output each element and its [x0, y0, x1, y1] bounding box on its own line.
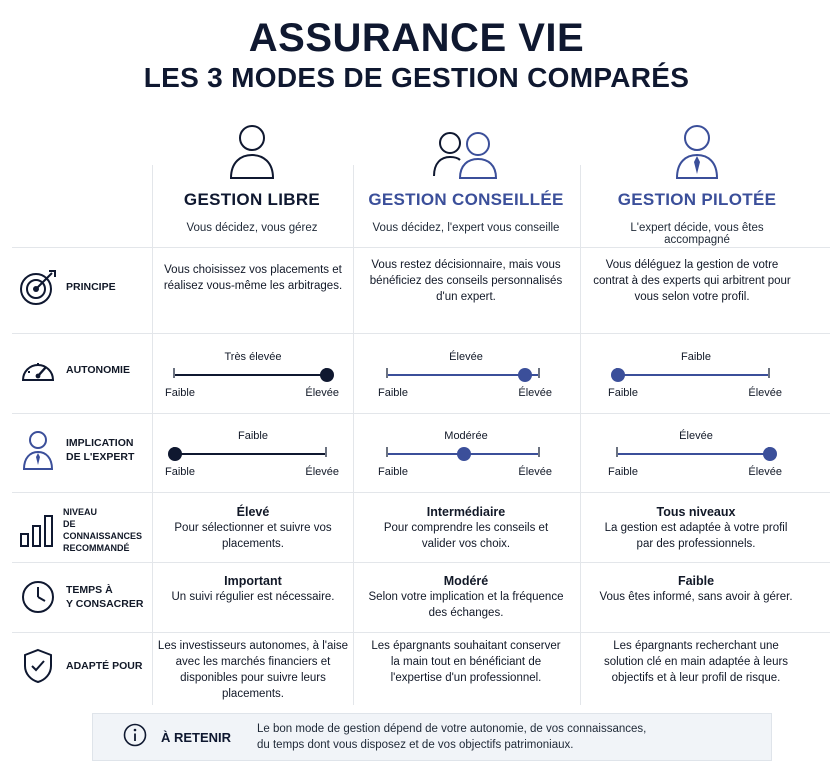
- row-label-text: [66, 436, 134, 464]
- label-line: RECOMMANDÉ: [63, 543, 130, 554]
- label-line: Y CONSACRER: [66, 598, 144, 610]
- column-title: GESTION LIBRE: [183, 190, 321, 209]
- scale-tick: [325, 447, 327, 457]
- scale-tick: [386, 368, 388, 378]
- cell-niveau-libre: [153, 504, 353, 553]
- cell-adapte-libre: Les investisseurs autonomes, à l'aise avec les marchés financiers et disponibles pour suivre leurs placements.: [157, 640, 349, 700]
- clock-icon: [18, 580, 58, 614]
- key-takeaway-box: [92, 713, 772, 761]
- column-header-libre: [152, 118, 352, 234]
- scale-high-label: Élevée: [518, 387, 552, 399]
- info-icon: [123, 723, 147, 752]
- divider: [12, 413, 830, 414]
- cell-principe-pilotee: Vous déléguez la gestion de votre contrat à des experts qui arbitrent pour vous selon votre profil.: [593, 259, 791, 303]
- scale-marker: [518, 368, 532, 382]
- label-line: TEMPS À: [66, 583, 113, 596]
- scale-autonomie-conseillee: [366, 351, 566, 411]
- cell-adapte-pilotee: Les épargnants recherchant une solution clé en main adaptée à leurs objectifs et à leur profil de risque.: [603, 640, 789, 684]
- scale-low-label: Faible: [608, 387, 638, 399]
- expert-icon: [18, 430, 58, 470]
- cell-text: Vous êtes informé, sans avoir à gérer.: [599, 591, 793, 604]
- scale-tick: [768, 368, 770, 378]
- scale-caption: Faible: [681, 351, 711, 363]
- scale-caption: Élevée: [449, 351, 483, 363]
- scale-track: [175, 453, 327, 455]
- row-label-text: PRINCIPE: [66, 280, 116, 293]
- cell-temps-conseillee: [366, 573, 566, 622]
- cell-text: La gestion est adaptée à votre profil par des professionnels.: [604, 522, 788, 551]
- divider: [12, 247, 830, 248]
- cell-text: Pour sélectionner et suivre vos placements.: [174, 522, 332, 551]
- scale-low-label: Faible: [165, 387, 195, 399]
- cell-text: Selon votre implication et la fréquence des échanges.: [368, 591, 564, 620]
- divider: [12, 562, 830, 563]
- scale-high-label: Élevée: [305, 466, 339, 478]
- scale-high-label: Élevée: [748, 466, 782, 478]
- scale-caption: Modérée: [444, 430, 488, 442]
- row-label-text: AUTONOMIE: [66, 363, 130, 376]
- scale-tick: [386, 447, 388, 457]
- scale-tick: [538, 447, 540, 457]
- scale-marker: [611, 368, 625, 382]
- cell-heading: Important: [224, 574, 282, 588]
- user-tie-icon: [597, 118, 797, 180]
- scale-track: [618, 374, 770, 376]
- scale-tick: [616, 447, 618, 457]
- scale-autonomie-libre: [153, 351, 353, 411]
- row-label-principe: [18, 268, 150, 306]
- row-label-autonomie: [18, 356, 150, 384]
- scale-caption: Faible: [238, 430, 268, 442]
- scale-marker: [168, 447, 182, 461]
- divider: [580, 165, 581, 705]
- scale-low-label: Faible: [165, 466, 195, 478]
- cell-heading: Faible: [677, 574, 715, 588]
- scale-low-label: Faible: [378, 466, 408, 478]
- cell-heading: Élevé: [236, 505, 270, 519]
- scale-high-label: Élevée: [518, 466, 552, 478]
- label-line: NIVEAU: [63, 507, 98, 517]
- column-title: GESTION CONSEILLÉE: [368, 190, 564, 209]
- row-label-temps: [18, 580, 150, 614]
- row-label-implication: [18, 430, 150, 470]
- divider: [12, 492, 830, 493]
- cell-niveau-pilotee: [596, 504, 796, 553]
- column-header-pilotee: [597, 118, 797, 246]
- divider: [12, 333, 830, 334]
- shield-check-icon: [18, 648, 58, 684]
- page-title: ASSURANCE VIE: [248, 16, 585, 60]
- scale-track: [618, 453, 770, 455]
- target-icon: [18, 268, 58, 306]
- scale-high-label: Élevée: [305, 387, 339, 399]
- scale-caption: Très élevée: [224, 351, 282, 363]
- scale-marker: [763, 447, 777, 461]
- scale-low-label: Faible: [608, 466, 638, 478]
- row-label-text: [66, 583, 143, 611]
- column-desc: Vous décidez, l'expert vous conseille: [372, 222, 560, 234]
- scale-tick: [538, 368, 540, 378]
- scale-implication-pilotee: [596, 430, 796, 490]
- text-line: Le bon mode de gestion dépend de votre autonomie, de vos connaissances,: [257, 722, 647, 735]
- user-icon: [152, 118, 352, 180]
- label-line: IMPLICATION: [66, 436, 134, 449]
- key-takeaway-title: À RETENIR: [161, 729, 232, 745]
- cell-temps-libre: [153, 573, 353, 606]
- cell-principe-conseillee: Vous restez décisionnaire, mais vous bénéficiez des conseils personnalisés d'un expert.: [369, 259, 563, 303]
- cell-heading: Tous niveaux: [656, 505, 736, 519]
- scale-caption: Élevée: [679, 430, 713, 442]
- scale-implication-conseillee: [366, 430, 566, 490]
- cell-heading: Modéré: [443, 574, 489, 588]
- cell-heading: Intermédiaire: [426, 505, 506, 519]
- label-line: DE CONNAISSANCES: [63, 519, 143, 542]
- scale-high-label: Élevée: [748, 387, 782, 399]
- scale-marker: [457, 447, 471, 461]
- scale-low-label: Faible: [378, 387, 408, 399]
- text-line: du temps dont vous disposez et de vos objectifs patrimoniaux.: [257, 739, 574, 751]
- gauge-icon: [18, 356, 58, 384]
- scale-autonomie-pilotee: [596, 351, 796, 411]
- scale-implication-libre: [153, 430, 353, 490]
- row-label-text: [63, 506, 150, 555]
- row-label-adapte: [18, 648, 150, 684]
- scale-tick: [173, 368, 175, 378]
- users-icon: [366, 118, 566, 180]
- cell-niveau-conseillee: [366, 504, 566, 553]
- cell-temps-pilotee: [596, 573, 796, 606]
- page-subtitle: LES 3 MODES DE GESTION COMPARÉS: [143, 62, 690, 93]
- column-header-conseillee: [366, 118, 566, 234]
- key-takeaway-text: [257, 721, 646, 753]
- column-title: GESTION PILOTÉE: [617, 190, 777, 209]
- cell-adapte-conseillee: Les épargnants souhaitant conserver la main tout en bénéficiant de l'expertise d'un professionnel.: [371, 640, 561, 684]
- divider: [353, 165, 354, 705]
- divider: [12, 632, 830, 633]
- scale-track: [175, 374, 327, 376]
- column-desc: Vous décidez, vous gérez: [186, 222, 318, 234]
- scale-marker: [320, 368, 334, 382]
- cell-principe-libre: Vous choisissez vos placements et réalisez vous-même les arbitrages.: [163, 264, 343, 292]
- cell-text: Pour comprendre les conseils et valider vos choix.: [383, 522, 549, 551]
- bar-chart-icon: [18, 512, 55, 548]
- row-label-text: ADAPTÉ POUR: [66, 659, 143, 672]
- column-desc: L'expert décide, vous êtes accompagné: [630, 222, 764, 246]
- cell-text: Un suivi régulier est nécessaire.: [171, 591, 335, 604]
- row-label-niveau: [18, 506, 150, 555]
- label-line: DE L'EXPERT: [66, 451, 135, 463]
